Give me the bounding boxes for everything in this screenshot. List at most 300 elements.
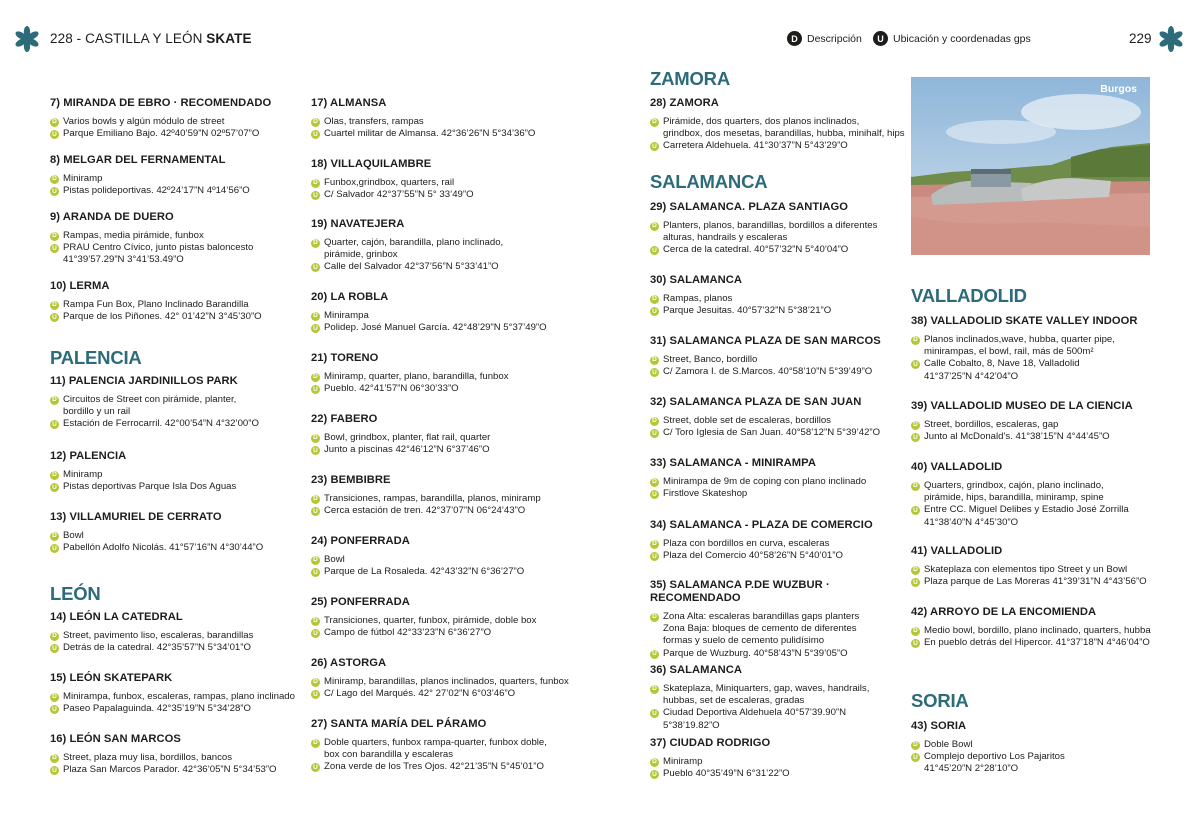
spot-title: 23) BEMBIBRE xyxy=(311,474,391,486)
spot-description-line xyxy=(311,177,611,189)
legend-badge-u: U xyxy=(873,31,888,46)
spot-title: 22) FABERO xyxy=(311,413,378,425)
spot-description: Planos inclinados,wave, hubba, quarter pipe, minirampas, el bowl, rail, más de 500m² xyxy=(924,334,1115,358)
spot-location-line xyxy=(311,761,611,773)
location-bullet-icon: U xyxy=(50,766,59,775)
spot-entry xyxy=(311,218,611,274)
header-section-text: 228 - CASTILLA Y LEÓN xyxy=(50,31,207,46)
spot-description-line xyxy=(650,220,905,244)
spot-description: Miniramp, barandillas, planos inclinados, quarters, funbox xyxy=(324,676,569,687)
spot-title: 39) VALLADOLID MUSEO DE LA CIENCIA xyxy=(911,400,1133,412)
spot-description: Circuitos de Street con pirámide, planter, bordillo y un rail xyxy=(63,394,237,418)
spot-location-line xyxy=(311,128,611,140)
location-bullet-icon: U xyxy=(911,506,920,515)
spot-title: 38) VALLADOLID SKATE VALLEY INDOOR xyxy=(911,315,1138,327)
spot-description: Olas, transfers, rampas xyxy=(324,116,424,127)
spot-location: Detrás de la catedral. 42°35’57”N 5°34’01”O xyxy=(63,642,251,654)
spot-location-line xyxy=(650,648,905,660)
spot-location-line xyxy=(911,358,1156,382)
location-bullet-icon: U xyxy=(50,130,59,139)
spot-location: Pabellón Adolfo Nicolás. 41°57’16”N 4°30’44”O xyxy=(63,542,264,554)
spot-location-line xyxy=(50,764,305,776)
spot-location-line xyxy=(911,504,1156,528)
spot-entry xyxy=(911,720,1156,776)
legend-location xyxy=(873,31,1031,46)
spot-entry xyxy=(650,664,905,732)
description-bullet-icon: D xyxy=(50,532,59,541)
description-bullet-icon: D xyxy=(50,175,59,184)
spot-location: Junto a piscinas 42°46’12”N 6°37’46”O xyxy=(324,444,490,456)
description-bullet-icon: D xyxy=(650,540,659,549)
spot-title: 12) PALENCIA xyxy=(50,450,127,462)
region-heading: SALAMANCA xyxy=(650,171,768,192)
spot-location-line xyxy=(311,261,611,273)
spot-description-line xyxy=(650,476,905,488)
spot-description-line xyxy=(650,293,905,305)
spot-title: 33) SALAMANCA - MINIRAMPA xyxy=(650,457,816,469)
spot-entry xyxy=(50,375,305,431)
spot-location-line xyxy=(911,751,1156,775)
spot-description-line xyxy=(311,676,611,688)
spot-description: Rampas, planos xyxy=(663,293,733,304)
location-bullet-icon: U xyxy=(50,244,59,253)
spot-description: Doble Bowl xyxy=(924,739,973,750)
spot-title: 30) SALAMANCA xyxy=(650,274,743,286)
spot-location: Cerca estación de tren. 42°37’07”N 06°24’43”O xyxy=(324,505,526,517)
spot-location-line xyxy=(50,311,305,323)
spot-entry xyxy=(650,97,905,153)
spot-description: Rampa Fun Box, Plano Inclinado Barandilla xyxy=(63,299,249,310)
spot-title: 13) VILLAMURIEL DE CERRATO xyxy=(50,511,222,523)
location-bullet-icon: U xyxy=(50,187,59,196)
description-bullet-icon: D xyxy=(911,566,920,575)
spot-entry xyxy=(650,335,905,378)
spot-description: Bowl xyxy=(63,530,84,541)
spot-location-line xyxy=(311,383,611,395)
description-bullet-icon: D xyxy=(50,471,59,480)
location-bullet-icon: U xyxy=(650,709,659,718)
spot-title: 43) SORIA xyxy=(911,720,967,732)
spot-title: 37) CIUDAD RODRIGO xyxy=(650,737,771,749)
description-bullet-icon: D xyxy=(911,482,920,491)
spot-title: 26) ASTORGA xyxy=(311,657,387,669)
asterisk-logo-icon xyxy=(14,26,40,52)
location-bullet-icon: U xyxy=(650,490,659,499)
spot-title: 25) PONFERRADA xyxy=(311,596,410,608)
spot-title: 14) LEÓN LA CATEDRAL xyxy=(50,611,183,623)
spot-description-line xyxy=(911,564,1156,576)
spot-description-line xyxy=(311,737,611,761)
spot-entry xyxy=(50,511,305,554)
spot-description: Zona Alta: escaleras barandillas gaps planters Zona Baja: bloques de cemento de diferentes formas y suelo de cemento pulidísimo xyxy=(663,611,860,647)
spot-description: Miniramp xyxy=(63,173,103,184)
spot-description: Miniramp, quarter, plano, barandilla, funbox xyxy=(324,371,509,382)
spot-description-line xyxy=(311,371,611,383)
description-bullet-icon: D xyxy=(311,312,320,321)
spot-location-line xyxy=(50,642,305,654)
spot-description-line xyxy=(311,615,611,627)
spot-description-line xyxy=(50,691,305,703)
spot-title: 9) ARANDA DE DUERO xyxy=(50,211,174,223)
spot-title: 7) MIRANDA DE EBRO · RECOMENDADO xyxy=(50,97,272,109)
spot-entry xyxy=(911,315,1156,383)
description-bullet-icon: D xyxy=(911,741,920,750)
spot-location: Estación de Ferrocarril. 42°00’54”N 4°32’00”O xyxy=(63,418,259,430)
location-bullet-icon: U xyxy=(650,552,659,561)
spot-entry xyxy=(50,450,305,493)
spot-description-line xyxy=(650,354,905,366)
spot-location: Plaza parque de Las Moreras 41°39’31”N 4°43’56”O xyxy=(924,576,1147,588)
spot-location-line xyxy=(50,542,305,554)
spot-description: Medio bowl, bordillo, plano inclinado, quarters, hubba xyxy=(924,625,1151,636)
location-bullet-icon: U xyxy=(911,433,920,442)
location-bullet-icon: U xyxy=(911,578,920,587)
legend-label-location: Ubicación y coordenadas gps xyxy=(893,32,1031,45)
description-bullet-icon: D xyxy=(50,693,59,702)
page-number-right: 229 xyxy=(1129,31,1152,46)
spot-entry xyxy=(650,274,905,317)
description-bullet-icon: D xyxy=(911,421,920,430)
spot-location-line xyxy=(50,418,305,430)
spot-title: 29) SALAMANCA. PLAZA SANTIAGO xyxy=(650,201,849,213)
location-bullet-icon: U xyxy=(311,568,320,577)
spot-title: 21) TORENO xyxy=(311,352,379,364)
location-bullet-icon: U xyxy=(311,263,320,272)
spot-location-line xyxy=(50,185,305,197)
location-bullet-icon: U xyxy=(311,507,320,516)
spot-description-line xyxy=(50,469,305,481)
legend-badge-d: D xyxy=(787,31,802,46)
spot-description: Street, bordillos, escaleras, gap xyxy=(924,419,1059,430)
spot-location-line xyxy=(50,703,305,715)
spot-description-line xyxy=(650,683,905,707)
legend-description xyxy=(787,31,862,46)
spot-title: 34) SALAMANCA - PLAZA DE COMERCIO xyxy=(650,519,873,531)
description-bullet-icon: D xyxy=(311,617,320,626)
spot-location-line xyxy=(650,244,905,256)
asterisk-logo-icon xyxy=(1158,26,1184,52)
description-bullet-icon: D xyxy=(311,118,320,127)
location-bullet-icon: U xyxy=(311,446,320,455)
spot-title: 20) LA ROBLA xyxy=(311,291,389,303)
location-bullet-icon: U xyxy=(650,142,659,151)
spot-description: Funbox,grindbox, quarters, rail xyxy=(324,177,455,188)
spot-location-line xyxy=(650,140,905,152)
spot-title: 32) SALAMANCA PLAZA DE SAN JUAN xyxy=(650,396,862,408)
spot-description: Bowl, grindbox, planter, flat rail, quarter xyxy=(324,432,491,443)
spot-description: Street, Banco, bordillo xyxy=(663,354,758,365)
description-bullet-icon: D xyxy=(311,434,320,443)
description-bullet-icon: D xyxy=(650,222,659,231)
location-bullet-icon: U xyxy=(650,368,659,377)
spot-location-line xyxy=(650,427,905,439)
location-bullet-icon: U xyxy=(311,191,320,200)
spot-location: Calle del Salvador 42°37’56”N 5°33’41”O xyxy=(324,261,499,273)
spot-description: Miniramp xyxy=(663,756,703,767)
spot-entry xyxy=(911,400,1156,443)
spot-description-line xyxy=(911,419,1156,431)
spot-entry xyxy=(911,461,1156,529)
description-bullet-icon: D xyxy=(311,556,320,565)
header-section-bold: SKATE xyxy=(206,31,252,46)
spot-description: Planters, planos, barandillas, bordillos a diferentes alturas, handrails y escaleras xyxy=(663,220,878,244)
spot-entry xyxy=(50,154,305,197)
spot-description-line xyxy=(650,415,905,427)
description-bullet-icon: D xyxy=(311,373,320,382)
spot-description: Miniramp xyxy=(63,469,103,480)
spot-description: Street, pavimento liso, escaleras, barandillas xyxy=(63,630,254,641)
spot-description-line xyxy=(650,538,905,550)
spot-description: Skateplaza con elementos tipo Street y un Bowl xyxy=(924,564,1128,575)
spot-title: 40) VALLADOLID xyxy=(911,461,1003,473)
spot-description-line xyxy=(50,116,305,128)
spot-description-line xyxy=(650,611,905,648)
spot-location-line xyxy=(311,189,611,201)
spot-entry xyxy=(50,733,305,776)
spot-entry xyxy=(311,474,611,517)
spot-location: Parque Jesuitas. 40°57’32”N 5°38’21”O xyxy=(663,305,832,317)
spot-title: 17) ALMANSA xyxy=(311,97,387,109)
spot-entry xyxy=(911,545,1156,588)
spot-location: Cuartel militar de Almansa. 42°36’26”N 5°34’36”O xyxy=(324,128,536,140)
spot-location-line xyxy=(50,481,305,493)
skatepark-photo xyxy=(911,77,1150,255)
spot-title: 11) PALENCIA JARDINILLOS PARK xyxy=(50,375,238,387)
spot-entry xyxy=(911,606,1156,649)
spot-entry xyxy=(50,280,305,323)
spot-entry xyxy=(311,657,611,700)
spot-description: Minirampa, funbox, escaleras, rampas, plano inclinado xyxy=(63,691,295,702)
location-bullet-icon: U xyxy=(50,420,59,429)
location-bullet-icon: U xyxy=(50,544,59,553)
description-bullet-icon: D xyxy=(50,632,59,641)
description-bullet-icon: D xyxy=(50,754,59,763)
spot-location-line xyxy=(311,566,611,578)
spot-title: 42) ARROYO DE LA ENCOMIENDA xyxy=(911,606,1097,618)
location-bullet-icon: U xyxy=(50,313,59,322)
spot-location: Firstlove Skateshop xyxy=(663,488,748,500)
spot-location: C/ Salvador 42°37’55”N 5° 33’49”O xyxy=(324,189,474,201)
location-bullet-icon: U xyxy=(650,429,659,438)
spot-location: Calle Cobalto, 8, Nave 18, Valladolid 41°37’25”N 4°42’04”O xyxy=(924,358,1080,382)
spot-entry xyxy=(650,457,905,500)
spot-description-line xyxy=(311,310,611,322)
description-bullet-icon: D xyxy=(311,239,320,248)
spot-entry xyxy=(650,201,905,257)
spot-location-line xyxy=(650,366,905,378)
location-bullet-icon: U xyxy=(911,753,920,762)
spot-description-line xyxy=(911,739,1156,751)
spot-location: Pistas deportivas Parque Isla Dos Aguas xyxy=(63,481,237,493)
spot-description-line xyxy=(650,116,905,140)
location-bullet-icon: U xyxy=(50,483,59,492)
spot-entry xyxy=(50,211,305,267)
spot-title: 28) ZAMORA xyxy=(650,97,719,109)
location-bullet-icon: U xyxy=(650,246,659,255)
spot-location: Carretera Aldehuela. 41°30’37”N 5°43’29”O xyxy=(663,140,848,152)
spot-entry xyxy=(311,97,611,140)
description-bullet-icon: D xyxy=(311,495,320,504)
spot-description: Varios bowls y algún módulo de street xyxy=(63,116,225,127)
description-bullet-icon: D xyxy=(50,232,59,241)
description-bullet-icon: D xyxy=(650,478,659,487)
spot-location: Entre CC. Miguel Delibes y Estadio José Zorrilla 41°38’40”N 4°45’30”O xyxy=(924,504,1129,528)
region-heading: VALLADOLID xyxy=(911,285,1027,306)
photo-caption: Burgos xyxy=(1100,83,1137,95)
spot-title: 18) VILLAQUILAMBRE xyxy=(311,158,432,170)
spot-location: Campo de fútbol 42°33’23”N 6°36’27”O xyxy=(324,627,492,639)
spot-description: Skateplaza, Miniquarters, gap, waves, handrails, hubbas, set de escaleras, gradas xyxy=(663,683,870,707)
spot-entry xyxy=(311,596,611,639)
spot-location: Plaza San Marcos Parador. 42°36’05”N 5°34’53”O xyxy=(63,764,277,776)
spot-location: Ciudad Deportiva Aldehuela 40°57’39.90”N 5°38’19.82”O xyxy=(663,707,847,731)
spot-entry xyxy=(311,413,611,456)
spot-location: C/ Zamora I. de S.Marcos. 40°58’10”N 5°39’49”O xyxy=(663,366,873,378)
spot-location-line xyxy=(911,637,1156,649)
location-bullet-icon: U xyxy=(311,763,320,772)
spot-description: Minirampa xyxy=(324,310,369,321)
spot-description-line xyxy=(911,625,1156,637)
description-bullet-icon: D xyxy=(650,417,659,426)
location-bullet-icon: U xyxy=(311,690,320,699)
spot-entry xyxy=(650,737,905,780)
spot-location-line xyxy=(911,576,1156,588)
spot-description-line xyxy=(50,752,305,764)
location-bullet-icon: U xyxy=(311,130,320,139)
spot-description-line xyxy=(311,554,611,566)
description-bullet-icon: D xyxy=(911,336,920,345)
spot-entry xyxy=(311,291,611,334)
spot-location-line xyxy=(650,488,905,500)
spot-description-line xyxy=(311,237,611,261)
region-heading: LEÓN xyxy=(50,583,101,604)
spot-entry xyxy=(50,97,305,140)
spot-description: Doble quarters, funbox rampa-quarter, funbox doble, box con barandilla y escaleras xyxy=(324,737,547,761)
legend-label-description: Descripción xyxy=(807,32,862,45)
spot-title: 8) MELGAR DEL FERNAMENTAL xyxy=(50,154,226,166)
spot-title: 31) SALAMANCA PLAZA DE SAN MARCOS xyxy=(650,335,881,347)
spot-location-line xyxy=(650,768,905,780)
spot-location: Pueblo 40°35’49”N 6°31’22”O xyxy=(663,768,790,780)
location-bullet-icon: U xyxy=(911,639,920,648)
spot-location-line xyxy=(650,707,905,731)
spot-description: Pirámide, dos quarters, dos planos inclinados, grindbox, dos mesetas, barandillas, hubba, minihalf, hips xyxy=(663,116,905,140)
location-bullet-icon: U xyxy=(650,307,659,316)
spot-title: 19) NAVATEJERA xyxy=(311,218,405,230)
description-bullet-icon: D xyxy=(50,301,59,310)
spot-entry xyxy=(311,352,611,395)
spot-location: C/ Toro Iglesia de San Juan. 40°58’12”N 5°39’42”O xyxy=(663,427,881,439)
location-bullet-icon: U xyxy=(311,324,320,333)
location-bullet-icon: U xyxy=(50,644,59,653)
description-bullet-icon: D xyxy=(650,118,659,127)
spot-location-line xyxy=(311,688,611,700)
spot-title: 27) SANTA MARÍA DEL PÁRAMO xyxy=(311,718,487,730)
location-bullet-icon: U xyxy=(650,770,659,779)
spot-title: 41) VALLADOLID xyxy=(911,545,1003,557)
location-bullet-icon: U xyxy=(911,360,920,369)
description-bullet-icon: D xyxy=(311,179,320,188)
spot-location-line xyxy=(311,627,611,639)
spot-location: Junto al McDonald’s. 41°38’15”N 4°44’45”O xyxy=(924,431,1110,443)
spot-description-line xyxy=(911,480,1156,504)
location-bullet-icon: U xyxy=(650,650,659,659)
location-bullet-icon: U xyxy=(50,705,59,714)
spot-entry xyxy=(50,611,305,654)
spot-description: Plaza con bordillos en curva, escaleras xyxy=(663,538,830,549)
description-bullet-icon: D xyxy=(311,739,320,748)
region-heading: SORIA xyxy=(911,690,969,711)
spot-description-line xyxy=(650,756,905,768)
spot-description: Rampas, media pirámide, funbox xyxy=(63,230,204,241)
spot-location: Complejo deportivo Los Pajaritos 41°45’20”N 2°28’10”O xyxy=(924,751,1065,775)
spot-entry xyxy=(311,158,611,201)
spot-title: 24) PONFERRADA xyxy=(311,535,410,547)
spot-title: 35) SALAMANCA P.DE WUZBUR · RECOMENDADO xyxy=(650,579,830,604)
spot-entry xyxy=(650,579,905,660)
spot-description-line xyxy=(911,334,1156,358)
spot-title: 15) LEÓN SKATEPARK xyxy=(50,672,173,684)
spot-location: Plaza del Comercio 40°58’26”N 5°40’01”O xyxy=(663,550,843,562)
description-bullet-icon: D xyxy=(650,613,659,622)
location-bullet-icon: U xyxy=(311,629,320,638)
spot-location: Parque de Wuzburg. 40°58’43”N 5°39’05”O xyxy=(663,647,848,659)
spot-description-line xyxy=(50,299,305,311)
description-bullet-icon: D xyxy=(50,118,59,127)
region-heading: PALENCIA xyxy=(50,347,142,368)
spot-description: Quarter, cajón, barandilla, plano inclinado, pirámide, grinbox xyxy=(324,237,504,261)
spot-location-line xyxy=(311,444,611,456)
spot-description-line xyxy=(311,432,611,444)
spot-location: Zona verde de los Tres Ojos. 42°21’35”N 5°45’01”O xyxy=(324,761,544,773)
spot-description-line xyxy=(50,530,305,542)
spot-description: Quarters, grindbox, cajón, plano inclinado, pirámide, hips, barandilla, miniramp, spine xyxy=(924,480,1104,504)
description-bullet-icon: D xyxy=(650,685,659,694)
spot-title: 36) SALAMANCA xyxy=(650,664,743,676)
spot-entry xyxy=(650,519,905,562)
description-bullet-icon: D xyxy=(911,627,920,636)
spot-description-line xyxy=(311,493,611,505)
spot-title: 10) LERMA xyxy=(50,280,110,292)
page-header-left xyxy=(50,31,252,46)
spot-location: Parque de los Piñones. 42° 01’42”N 3°45’30”O xyxy=(63,311,262,323)
spot-location-line xyxy=(650,550,905,562)
spot-entry xyxy=(50,672,305,715)
spot-location-line xyxy=(50,128,305,140)
description-bullet-icon: D xyxy=(311,678,320,687)
spot-location: Pueblo. 42°41’57”N 06°30’33”O xyxy=(324,383,459,395)
description-bullet-icon: D xyxy=(50,396,59,405)
spot-location: C/ Lago del Marqués. 42° 27’02”N 6°03’46”O xyxy=(324,688,516,700)
spot-description: Street, doble set de escaleras, bordillos xyxy=(663,415,831,426)
spot-entry xyxy=(311,535,611,578)
spot-description-line xyxy=(311,116,611,128)
description-bullet-icon: D xyxy=(650,295,659,304)
spot-description: Street, plaza muy lisa, bordillos, bancos xyxy=(63,752,233,763)
spot-location-line xyxy=(911,431,1156,443)
region-heading: ZAMORA xyxy=(650,68,730,89)
spot-location: Parque Emiliano Bajo. 42º40’59”N 02º57’07”O xyxy=(63,128,260,140)
spot-description-line xyxy=(50,230,305,242)
description-bullet-icon: D xyxy=(650,356,659,365)
spot-entry xyxy=(311,718,611,774)
spot-location: Polidep. José Manuel García. 42°48’29”N 5°37’49”O xyxy=(324,322,547,334)
spot-location: Pistas polideportivas. 42º24’17”N 4º14’56”O xyxy=(63,185,250,197)
spot-location-line xyxy=(311,505,611,517)
spot-description: Minirampa de 9m de coping con plano inclinado xyxy=(663,476,867,487)
spot-location-line xyxy=(650,305,905,317)
spot-description: Transiciones, rampas, barandilla, planos, miniramp xyxy=(324,493,541,504)
